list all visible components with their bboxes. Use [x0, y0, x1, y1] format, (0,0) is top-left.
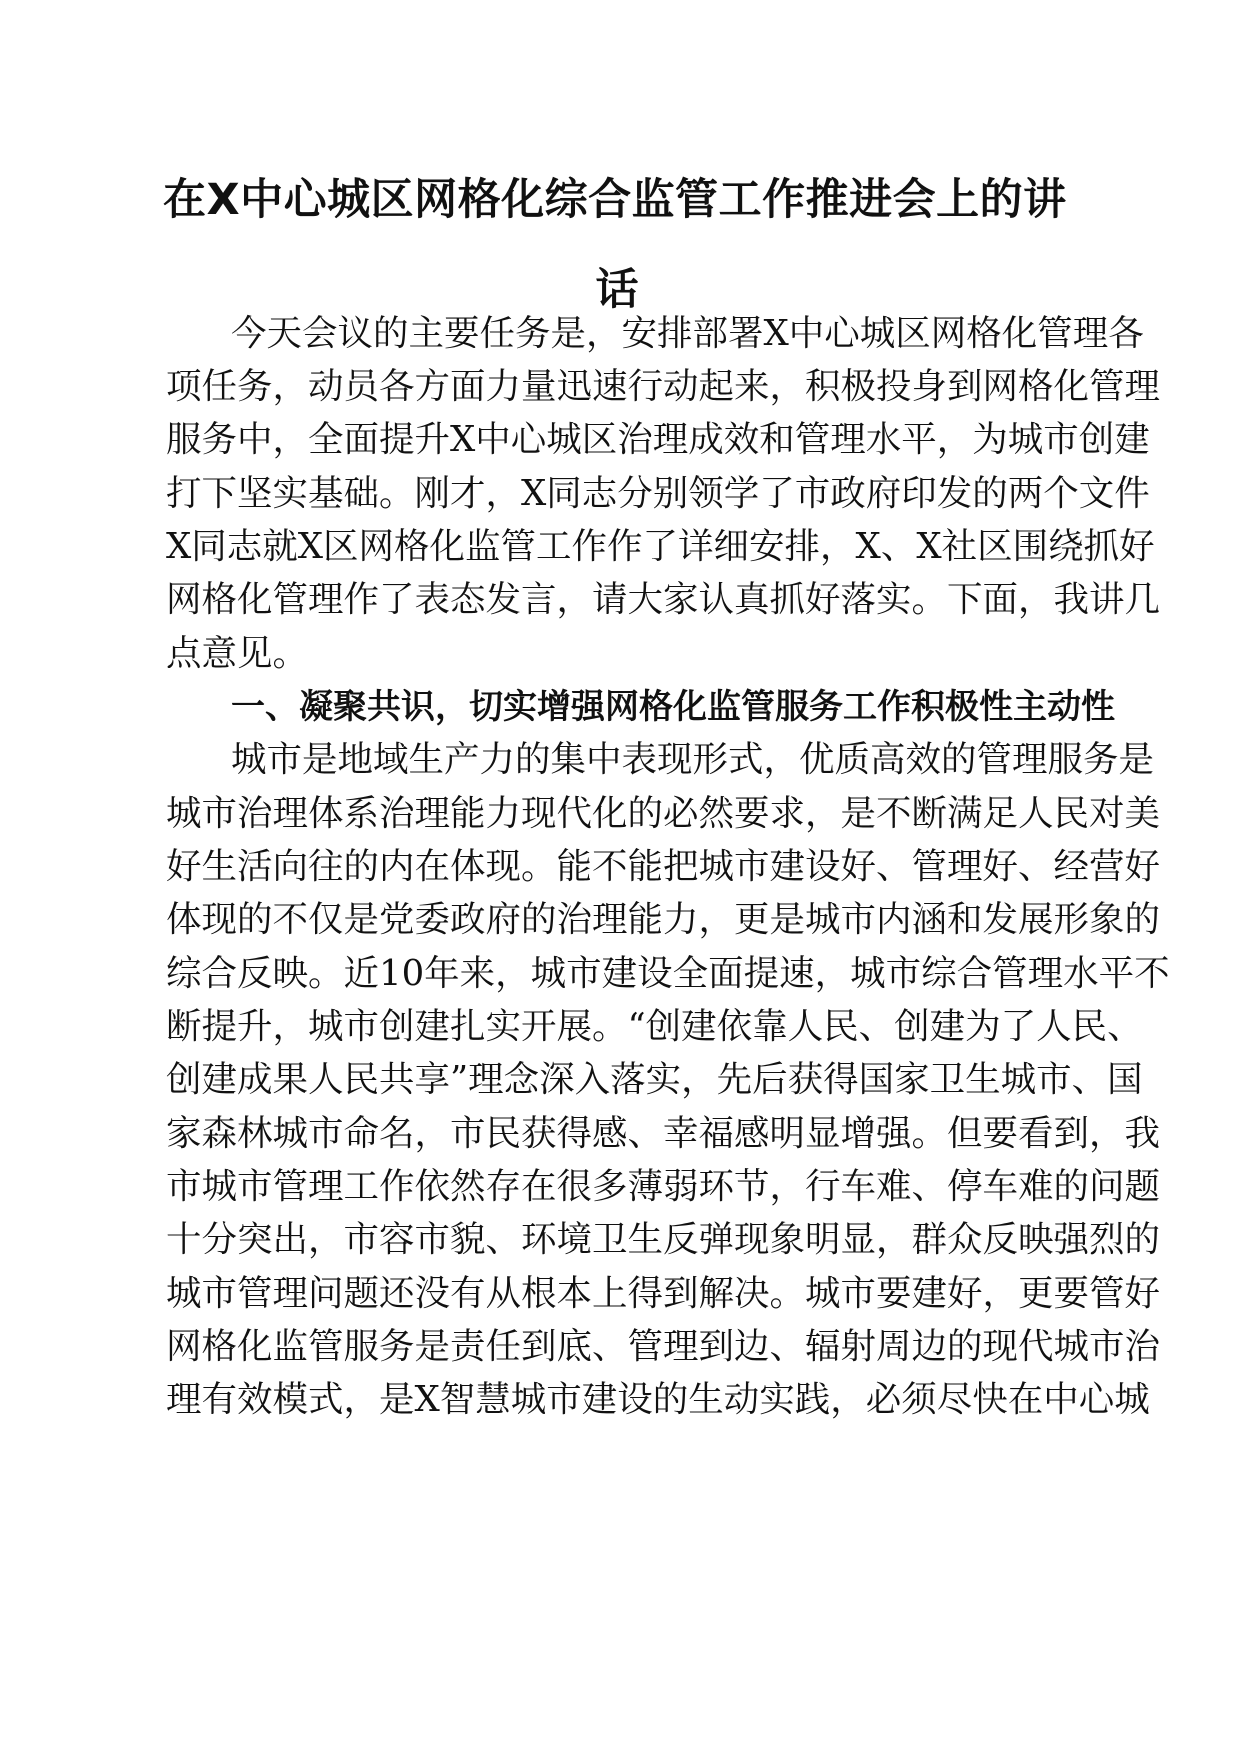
- paragraph-1-line-2: 项任务，动员各方面力量迅速行动起来，积极投身到网格化管理: [166, 366, 1161, 407]
- document-title-line-1: 在X中心城区网格化综合监管工作推进会上的讲: [163, 175, 1067, 225]
- paragraph-1-line-1: 今天会议的主要任务是，安排部署X中心城区网格化管理各: [231, 313, 1144, 354]
- section-1-heading: 一、凝聚共识，切实增强网格化监管服务工作积极性主动性: [231, 687, 1115, 727]
- paragraph-1-line-4: 打下坚实基础。刚才，X同志分别领学了市政府印发的两个文件: [166, 473, 1150, 514]
- paragraph-1-line-6: 网格化管理作了表态发言，请大家认真抓好落实。下面，我讲几: [166, 579, 1161, 620]
- paragraph-2-line-4: 体现的不仅是党委政府的治理能力，更是城市内涵和发展形象的: [166, 899, 1161, 940]
- paragraph-1-line-3: 服务中，全面提升X中心城区治理成效和管理水平，为城市创建: [166, 419, 1150, 460]
- paragraph-2-line-5: 综合反映。近10年来，城市建设全面提速，城市综合管理水平不: [166, 953, 1170, 994]
- paragraph-1-line-5: X同志就X区网格化监管工作作了详细安排，X、X社区围绕抓好: [166, 526, 1155, 567]
- paragraph-2-line-7: 创建成果人民共享”理念深入落实，先后获得国家卫生城市、国: [166, 1059, 1143, 1100]
- paragraph-2-line-10: 十分突出，市容市貌、环境卫生反弹现象明显，群众反映强烈的: [166, 1219, 1161, 1260]
- paragraph-2-line-12: 网格化监管服务是责任到底、管理到边、辐射周边的现代城市治: [166, 1326, 1161, 1367]
- paragraph-2-line-1: 城市是地域生产力的集中表现形式，优质高效的管理服务是: [231, 739, 1155, 780]
- paragraph-2-line-6: 断提升，城市创建扎实开展。“创建依靠人民、创建为了人民、: [166, 1006, 1143, 1047]
- paragraph-2-line-8: 家森林城市命名，市民获得感、幸福感明显增强。但要看到，我: [166, 1113, 1161, 1154]
- paragraph-2-line-2: 城市治理体系治理能力现代化的必然要求，是不断满足人民对美: [166, 793, 1161, 834]
- document-title-line-2: 话: [595, 265, 639, 315]
- paragraph-2-line-11: 城市管理问题还没有从根本上得到解决。城市要建好，更要管好: [166, 1273, 1161, 1314]
- paragraph-2-line-3: 好生活向往的内在体现。能不能把城市建设好、管理好、经营好: [166, 846, 1161, 887]
- paragraph-1-line-7: 点意见。: [166, 633, 309, 674]
- paragraph-2-line-13: 理有效模式，是X智慧城市建设的生动实践，必须尽快在中心城: [166, 1379, 1150, 1420]
- paragraph-2-line-9: 市城市管理工作依然存在很多薄弱环节，行车难、停车难的问题: [166, 1166, 1161, 1207]
